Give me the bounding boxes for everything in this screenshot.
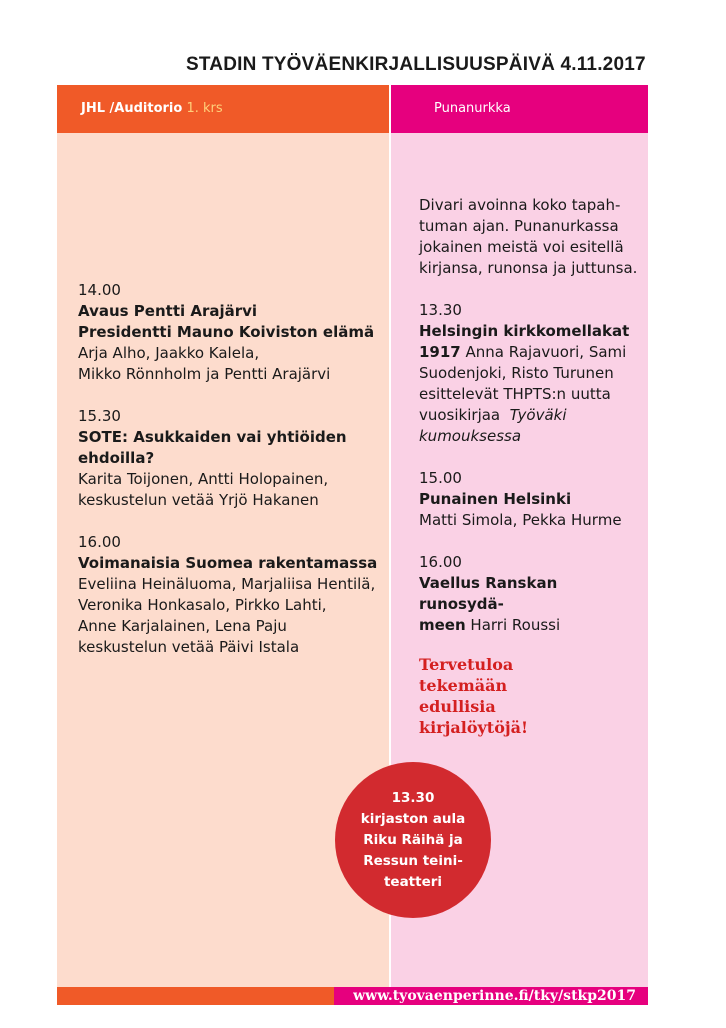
event-time: 15.30 [78,407,121,425]
welcome-line: tekemään [419,676,508,695]
event-time: 15.00 [419,469,462,487]
event-title-line: ehdoilla? [78,449,155,467]
event-1600 [78,532,383,658]
circle-line: Ressun teini- [363,853,463,869]
event-title-line: Voimanaisia Suomea rakentamassa [78,554,378,572]
lobby-event-circle [335,762,491,918]
right-column-header: Punanurkka [391,85,648,133]
event-title-line: Helsingin kirkkomellakat [419,322,630,340]
event-speakers-line: keskustelun vetää Yrjö Hakanen [78,491,319,509]
event-time: 16.00 [78,533,121,551]
event-title-line: Vaellus Ranskan runosydä- [419,574,558,613]
intro-line: kirjansa, runonsa ja juttunsa. [419,259,638,277]
intro-line: jokainen meistä voi esitellä [419,238,624,256]
circle-line: kirjaston aula [360,811,466,827]
left-schedule [78,280,383,679]
event-speakers: Anna Rajavuori, Sami [460,343,627,361]
venue-floor: 1. krs [186,101,223,116]
event-speakers-line: Karita Toijonen, Antti Holopainen, [78,470,329,488]
event-line: esittelevät THPTS:n uutta [419,385,611,403]
event-time: 14.00 [78,281,121,299]
event-line: Suodenjoki, Risto Turunen [419,364,614,382]
event-speakers-line: Anne Karjalainen, Lena Paju [78,617,287,635]
intro-line: Divari avoinna koko tapah- [419,196,621,214]
page-title: STADIN TYÖVÄENKIRJALLISUUSPÄIVÄ 4.11.2017 [186,54,646,75]
event-1500-punanurkka [419,468,644,531]
welcome-message [419,654,639,738]
circle-line: teatteri [383,874,443,890]
circle-line: Riku Räihä ja [363,832,463,848]
event-title-year: 1917 [419,343,461,361]
welcome-line: Tervetuloa [419,655,514,674]
event-title-line: Avaus Pentti Arajärvi [78,302,258,320]
welcome-line: edullisia [419,697,496,716]
welcome-line: kirjalöytöjä! [419,718,529,737]
event-1400 [78,280,383,385]
right-schedule [419,195,644,657]
event-speakers-line: Matti Simola, Pekka Hurme [419,511,622,529]
event-1600-punanurkka [419,552,644,636]
footer-url-link[interactable]: www.tyovaenperinne.fi/tky/stkp2017 [353,988,636,1004]
event-speakers-line: Eveliina Heinäluoma, Marjaliisa Hentilä, [78,575,376,593]
event-1330-punanurkka [419,300,644,447]
venue-name: JHL /Auditorio [81,101,183,116]
event-speakers-line: keskustelun vetää Päivi Istala [78,638,300,656]
circle-line: 13.30 [391,790,435,806]
left-column-header [57,85,389,133]
punanurkka-intro [419,195,644,279]
event-1530 [78,406,383,511]
book-title: kumouksessa [419,427,522,445]
event-title-line: Presidentti Mauno Koiviston elämä [78,323,375,341]
event-speakers: Harri Roussi [465,616,561,634]
intro-line: tuman ajan. Punanurkassa [419,217,619,235]
event-text: vuosikirjaa [419,406,501,424]
event-line [419,342,644,363]
event-title-line: SOTE: Asukkaiden vai yhtiöiden [78,428,347,446]
book-title: Työväki [509,406,567,424]
event-speakers-line: Arja Alho, Jaakko Kalela, [78,344,260,362]
event-line [419,615,644,636]
event-title-end: meen [419,616,466,634]
event-time: 16.00 [419,553,462,571]
event-line [419,405,644,426]
event-speakers-line: Mikko Rönnholm ja Pentti Arajärvi [78,365,331,383]
event-speakers-line: Veronika Honkasalo, Pirkko Lahti, [78,596,327,614]
event-time: 13.30 [419,301,462,319]
event-title-line: Punainen Helsinki [419,490,572,508]
